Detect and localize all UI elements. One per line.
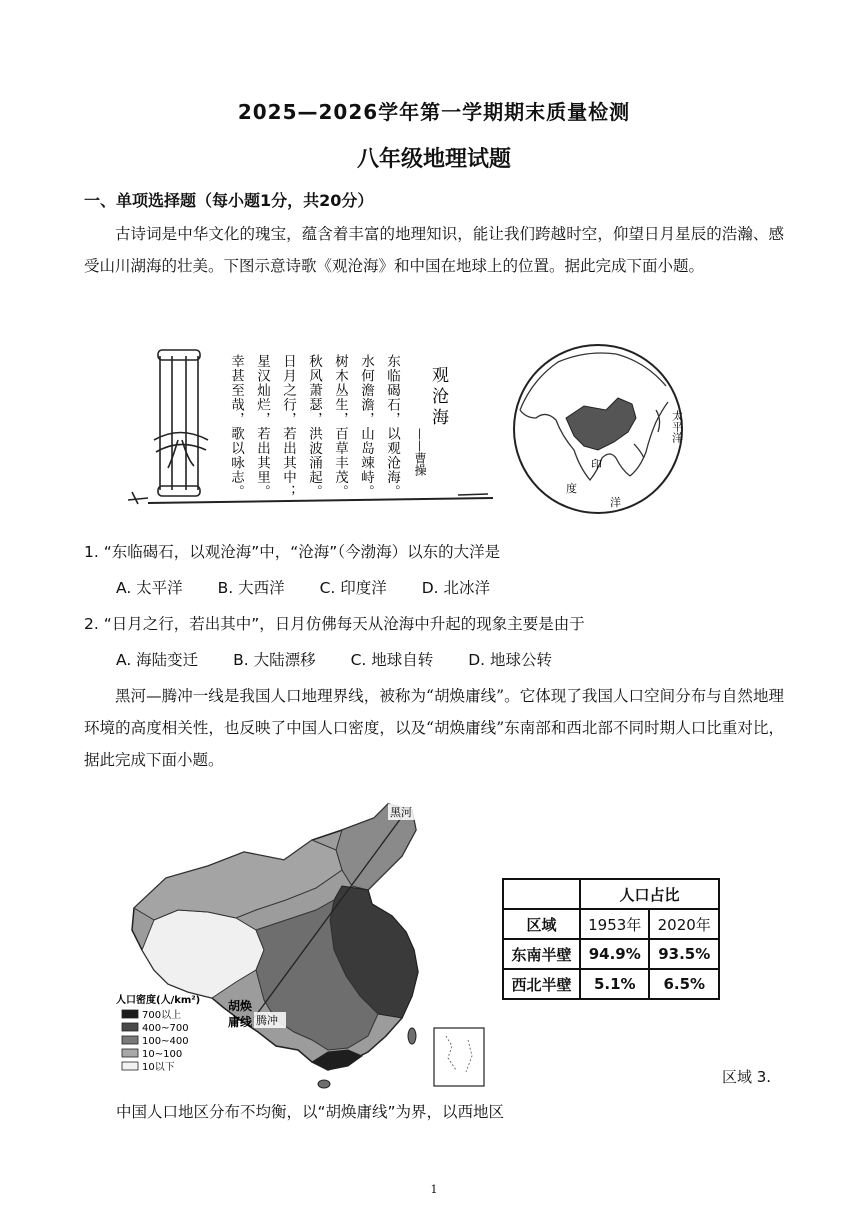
legend-label-5: 10以下 <box>142 1062 175 1073</box>
indian-label-1: 印 <box>591 458 602 471</box>
q2-option-a[interactable]: A. 海陆变迁 <box>116 651 199 669</box>
question-2: 2. “日月之行，若出其中”，日月仿佛每天从沧海中升起的现象主要是由于 <box>84 615 585 633</box>
exam-title: 2025—2026学年第一学期期末质量检测 <box>237 100 631 124</box>
legend-title: 人口密度(人/km²) <box>116 995 201 1006</box>
table-row <box>503 969 719 999</box>
table-col-region: 区域 <box>503 909 580 939</box>
legend-label-4: 10~100 <box>142 1049 183 1060</box>
question-1: 1. “东临碣石，以观沧海”中，“沧海”（今渤海）以东的大洋是 <box>84 543 501 561</box>
table-row-region: 西北半壁 <box>503 969 580 999</box>
table-header-span: 人口占比 <box>580 879 719 909</box>
pacific-label: 太平洋 <box>670 410 684 443</box>
poem-figure <box>128 340 498 516</box>
partial-question-text: 中国人口地区分布不均衡，以“胡焕庸线”为界，以西地区 <box>116 1103 505 1121</box>
question-2-options <box>116 648 582 670</box>
table-cell: 93.5% <box>649 939 719 969</box>
q1-option-b[interactable]: B. 大西洋 <box>217 579 285 597</box>
intro-paragraph-1: 古诗词是中华文化的瑰宝，蕴含着丰富的地理知识，能让我们跨越时空，仰望日月星辰的浩瀚、感受山川湖海的壮美。下图示意诗歌《观沧海》和中国在地球上的位置。据此完成下面小题。 <box>84 225 784 275</box>
indian-label-3: 洋 <box>610 496 621 509</box>
poem-column-4: 秋风萧瑟，洪波涌起。 <box>306 354 322 499</box>
q2-option-b[interactable]: B. 大陆漂移 <box>233 651 316 669</box>
q1-option-d[interactable]: D. 北冰洋 <box>421 579 490 597</box>
taiwan-island <box>408 1028 416 1044</box>
page-number: 1 <box>430 1183 438 1196</box>
legend-label-1: 700以上 <box>142 1010 182 1021</box>
globe-figure <box>506 340 690 518</box>
q2-option-d[interactable]: D. 地球公转 <box>468 651 552 669</box>
legend-swatch-3 <box>122 1036 138 1044</box>
poem-column-5: 日月之行，若出其中； <box>280 354 296 499</box>
right-fragment-text: 区域 3. <box>722 1068 772 1086</box>
legend-swatch-5 <box>122 1062 138 1070</box>
poem-title: 观沧海 <box>428 366 448 429</box>
table-row <box>503 939 719 969</box>
poem-column-1: 东临碣石，以观沧海。 <box>384 354 400 499</box>
intro-paragraph-2: 黑河—腾冲一线是我国人口地理界线，被称为“胡焕庸线”。它体现了我国人口空间分布与自然地理环境的高度相关性，也反映了中国人口密度，以及“胡焕庸线”东南部和西北部不同时期人口比重对比，据此完成下面小题。 <box>84 687 784 769</box>
hu-line-label-2: 庸线 <box>228 1015 253 1029</box>
poem-column-2: 水何澹澹，山岛竦峙。 <box>358 354 374 499</box>
population-share-table <box>502 878 720 1000</box>
legend-swatch-2 <box>122 1023 138 1031</box>
legend-label-2: 400~700 <box>142 1023 189 1034</box>
hu-line-label-1: 胡焕 <box>228 999 253 1013</box>
table-corner-cell <box>503 879 580 909</box>
table-col-year-2020: 2020年 <box>649 909 719 939</box>
scroll-icon <box>128 350 208 504</box>
south-china-sea-inset <box>434 1028 484 1086</box>
question-1-options <box>116 576 520 598</box>
q1-option-a[interactable]: A. 太平洋 <box>116 579 183 597</box>
q2-option-c[interactable]: C. 地球自转 <box>350 651 434 669</box>
section-heading: 一、单项选择题（每小题1分，共20分） <box>84 191 374 210</box>
legend-swatch-1 <box>122 1010 138 1018</box>
table-row-region: 东南半壁 <box>503 939 580 969</box>
legend-label-3: 100~400 <box>142 1036 189 1047</box>
heihe-label: 黑河 <box>390 806 412 819</box>
table-cell: 6.5% <box>649 969 719 999</box>
table-cell: 94.9% <box>580 939 649 969</box>
exam-subtitle: 八年级地理试题 <box>356 147 511 172</box>
tengchong-label: 腾冲 <box>256 1014 278 1027</box>
poem-column-6: 星汉灿烂，若出其里。 <box>254 354 270 499</box>
q1-option-c[interactable]: C. 印度洋 <box>319 579 387 597</box>
hainan-island <box>318 1080 330 1088</box>
poem-column-3: 树木丛生，百草丰茂。 <box>332 354 348 499</box>
poem-column-7: 幸甚至哉，歌以咏志。 <box>228 354 244 499</box>
legend-swatch-4 <box>122 1049 138 1057</box>
table-col-year-1953: 1953年 <box>580 909 649 939</box>
table-cell: 5.1% <box>580 969 649 999</box>
poem-author: ——曹操 <box>413 428 427 476</box>
indian-label-2: 度 <box>566 482 577 495</box>
map-legend <box>122 1008 189 1073</box>
population-density-map <box>116 800 488 1090</box>
